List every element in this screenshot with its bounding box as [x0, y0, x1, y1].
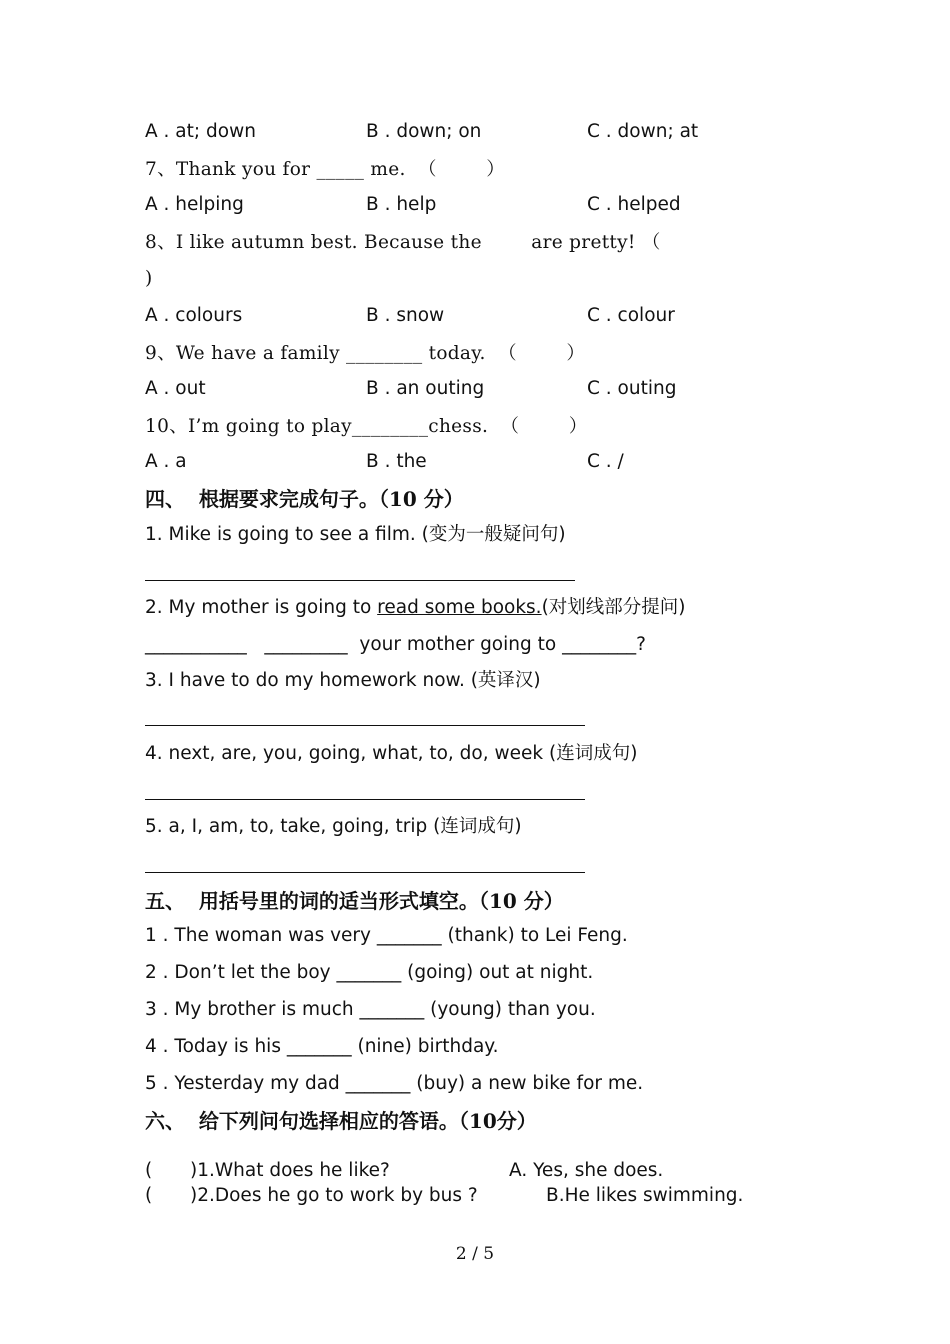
q7-option-c: C . helped: [587, 194, 681, 215]
q8-stem: 8、I like autumn best. Because the are pretty! （: [145, 232, 661, 253]
q10-option-c: C . /: [587, 451, 624, 472]
s4-answer-line-1: [145, 580, 575, 581]
q8-stem-continued: ): [145, 268, 153, 289]
q9-option-c: C . outing: [587, 378, 677, 399]
q6-option-b: B . down; on: [366, 121, 482, 142]
s4-item-2: [145, 596, 686, 620]
q6-option-a: A . at; down: [145, 121, 256, 142]
s4-item-4: 4. next, are, you, going, what, to, do, week (连词成句): [145, 743, 638, 764]
s5-item-5: 5 . Yesterday my dad _______ (buy) a new bike for me.: [145, 1073, 644, 1094]
s4-answer-line-3: [145, 725, 585, 726]
q10-option-b: B . the: [366, 451, 427, 472]
s4-item-2-prefix: 2. My mother is going to: [145, 597, 378, 618]
s4-item-3: 3. I have to do my homework now. (英译汉): [145, 670, 541, 691]
s6-row-2-paren: (: [145, 1185, 153, 1206]
s4-answer-line-5: [145, 872, 585, 873]
s4-item-1: 1. Mike is going to see a film. (变为一般疑问句): [145, 524, 566, 545]
s5-item-2: 2 . Don’t let the boy _______ (going) out at night.: [145, 962, 594, 983]
s5-item-1: 1 . The woman was very _______ (thank) to Lei Feng.: [145, 925, 628, 946]
section5-title: 五、 用括号里的词的适当形式填空。（10 分）: [145, 889, 564, 913]
s5-item-4: 4 . Today is his _______ (nine) birthday.: [145, 1036, 499, 1057]
q6-option-c: C . down; at: [587, 121, 699, 142]
section4-title: 四、 根据要求完成句子。（10 分）: [145, 487, 464, 511]
s4-item-2-suffix: (对划线部分提问): [541, 597, 686, 618]
s6-row-2-question: )2.Does he go to work by bus ?: [190, 1185, 478, 1206]
q7-stem: 7、Thank you for _____ me. （ ）: [145, 159, 506, 180]
s5-item-3: 3 . My brother is much _______ (young) than you.: [145, 999, 596, 1020]
q9-stem: 9、We have a family ________ today. （ ）: [145, 343, 586, 364]
q9-option-b: B . an outing: [366, 378, 485, 399]
page-number: 2 / 5: [455, 1244, 495, 1264]
q7-option-b: B . help: [366, 194, 437, 215]
s4-item-2-underlined: read some books.: [377, 597, 542, 618]
s6-row-1-answer: A. Yes, she does.: [509, 1160, 664, 1181]
q10-stem: 10、I’m going to play________chess. （ ）: [145, 416, 588, 437]
q9-option-a: A . out: [145, 378, 206, 399]
q7-option-a: A . helping: [145, 194, 244, 215]
q10-option-a: A . a: [145, 451, 187, 472]
s4-item-2-answer: ___________ _________ your mother going to ________?: [145, 634, 646, 655]
s6-row-2-answer: B.He likes swimming.: [546, 1185, 744, 1206]
q8-option-a: A . colours: [145, 305, 243, 326]
section6-title: 六、 给下列问句选择相应的答语。（10分）: [145, 1109, 537, 1133]
s4-answer-line-4: [145, 799, 585, 800]
s4-item-5: 5. a, I, am, to, take, going, trip (连词成句): [145, 816, 522, 837]
q8-option-c: C . colour: [587, 305, 675, 326]
s6-row-1-question: )1.What does he like?: [190, 1160, 390, 1181]
q8-option-b: B . snow: [366, 305, 445, 326]
s6-row-1-paren: (: [145, 1160, 153, 1181]
